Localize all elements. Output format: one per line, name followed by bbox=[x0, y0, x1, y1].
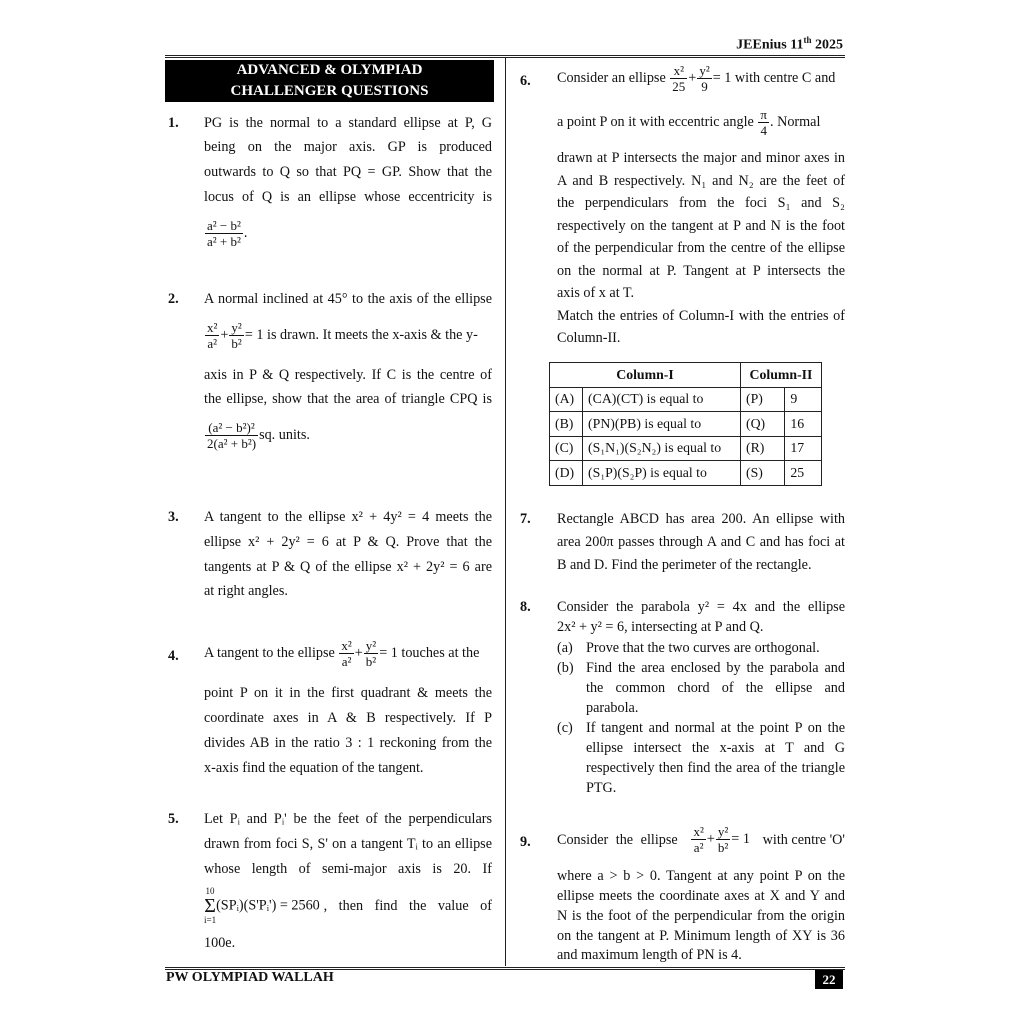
q2-ellipse-line bbox=[204, 320, 492, 351]
q1-eccentricity-formula bbox=[204, 218, 492, 249]
q3-line: ellipse x² + 2y² = 6 at P & Q. Prove that the bbox=[204, 534, 492, 550]
q8-line: 2x² + y² = 6, intersecting at P and Q. bbox=[557, 619, 764, 635]
q6-line: Match the entries of Column-I with the entries of bbox=[557, 308, 845, 324]
banner-line-1: ADVANCED & OLYMPIAD bbox=[236, 62, 423, 78]
q4-first-line bbox=[204, 638, 492, 669]
q8-part-line: Find the area enclosed by the parabola and bbox=[586, 660, 845, 676]
q9-after: with centre 'O' bbox=[762, 831, 845, 848]
equation-rhs: = 1 bbox=[731, 830, 750, 847]
q2-area-formula bbox=[204, 420, 492, 451]
q9-first-line bbox=[557, 824, 845, 855]
question-number: 8. bbox=[520, 599, 531, 615]
q3-line: A tangent to the ellipse x² + 4y² = 4 meets the bbox=[204, 509, 492, 525]
q4-line: point P on it in the first quadrant & meets the bbox=[204, 685, 492, 701]
q6-line: A and B respectively. N₁ and N₂ are the feet of bbox=[557, 173, 845, 189]
question-number: 1. bbox=[168, 115, 179, 131]
part-label: (a) bbox=[557, 640, 573, 656]
frac-numerator: y² bbox=[717, 824, 729, 839]
cell: (CA)(CT) is equal to bbox=[583, 387, 741, 412]
q1-line: locus of Q is an ellipse whose eccentricity is bbox=[204, 189, 492, 205]
question-number: 6. bbox=[520, 73, 531, 89]
frac-numerator: y² bbox=[231, 320, 242, 335]
column-header: Column-II bbox=[740, 363, 821, 388]
plus: + bbox=[220, 326, 229, 343]
frac-numerator: x² bbox=[207, 320, 218, 335]
q4-line: coordinate axes in A & B respectively. If P bbox=[204, 710, 492, 726]
frac-numerator: π bbox=[760, 107, 767, 122]
question-number: 9. bbox=[520, 834, 531, 850]
q8-part-line: ellipse intersect the x-axis at T and G bbox=[586, 740, 845, 756]
q6-line: drawn at P intersects the major and minor axes in bbox=[557, 150, 845, 166]
q6-line2-lead: a point P on it with eccentric angle bbox=[557, 113, 754, 130]
summation-icon: 10 Σ i=1 bbox=[204, 886, 217, 925]
q8-part-line: Prove that the two curves are orthogonal. bbox=[586, 640, 820, 656]
q6-first-line bbox=[557, 63, 845, 94]
section-banner bbox=[165, 60, 494, 102]
q5-line: 100e. bbox=[204, 935, 236, 951]
q6-line: of the perpendicular from the centre of the ellipse bbox=[557, 240, 845, 256]
frac-denominator: 2(a² + b²) bbox=[207, 436, 257, 451]
question-number: 2. bbox=[168, 291, 179, 307]
part-label: (b) bbox=[557, 660, 574, 676]
q8-part-line: respectively then find the area of the triangle bbox=[586, 760, 845, 776]
q7-line: Rectangle ABCD has area 200. An ellipse with bbox=[557, 511, 845, 527]
table-row bbox=[550, 461, 822, 486]
q9-line: N is the foot of the perpendicular from the origin bbox=[557, 908, 845, 924]
punct: . bbox=[243, 224, 248, 241]
q2-line: axis in P & Q respectively. If C is the centre of bbox=[204, 367, 492, 383]
frac-numerator: y² bbox=[365, 638, 377, 653]
frac-denominator: 9 bbox=[701, 79, 708, 94]
cell: (B) bbox=[550, 412, 583, 437]
running-header bbox=[736, 35, 843, 54]
frac-numerator: x² bbox=[693, 824, 704, 839]
frac-denominator: b² bbox=[231, 336, 242, 351]
cell: 25 bbox=[785, 461, 822, 486]
q6-line: on the normal at P. Tangent at P intersects the bbox=[557, 263, 845, 279]
frac-denominator: a² bbox=[207, 336, 218, 351]
question-number: 7. bbox=[520, 511, 531, 527]
page-number: 22 bbox=[815, 970, 843, 989]
q7-line: area 200π passes through A and C and has foci at bbox=[557, 534, 845, 550]
table-row bbox=[550, 387, 822, 412]
q5-sum-line bbox=[204, 886, 492, 926]
sum-body: (SPᵢ)(S'Pᵢ') = 2560 bbox=[216, 897, 320, 914]
header-title-sup: th bbox=[803, 35, 812, 45]
equation-rhs: = 1 bbox=[712, 69, 732, 86]
q9-line: where a > b > 0. Tangent at any point P on the bbox=[557, 868, 845, 884]
q6-after: with centre C and bbox=[734, 69, 836, 86]
q2-line: A normal inclined at 45° to the axis of the ellipse bbox=[204, 291, 492, 307]
q1-line: outwards to Q so that PQ = GP. Show that the bbox=[204, 164, 492, 180]
cell: (D) bbox=[550, 461, 583, 486]
plus: + bbox=[354, 644, 363, 661]
match-table bbox=[549, 362, 822, 486]
q8-part-line: If tangent and normal at the point P on the bbox=[586, 720, 845, 736]
cell: (Q) bbox=[740, 412, 784, 437]
q8-part-line: PTG. bbox=[586, 780, 617, 796]
q6-line: the perpendiculars from the foci S₁ and S₂ bbox=[557, 195, 845, 211]
q3-line: at right angles. bbox=[204, 583, 288, 599]
header-title: JEEnius 11 bbox=[736, 37, 804, 53]
question-number: 3. bbox=[168, 509, 179, 525]
q2-line: is drawn. It meets the x-axis & the y- bbox=[267, 326, 478, 343]
q6-line: axis of x at T. bbox=[557, 285, 635, 301]
cell: (C) bbox=[550, 436, 583, 461]
column-header: Column-I bbox=[550, 363, 741, 388]
q6-line2-after: . Normal bbox=[769, 113, 821, 130]
frac-numerator: (a² − b²)² bbox=[205, 420, 258, 436]
frac-denominator: b² bbox=[365, 654, 377, 669]
q8-line: Consider the parabola y² = 4x and the ellipse bbox=[557, 599, 845, 615]
column-divider bbox=[505, 58, 506, 966]
cell: (R) bbox=[740, 436, 784, 461]
q6-line: Column-II. bbox=[557, 330, 621, 346]
q8-part-line: the common chord of the ellipse and bbox=[586, 680, 845, 696]
frac-numerator: a² − b² bbox=[207, 218, 241, 233]
equation-rhs: = 1 bbox=[244, 326, 264, 343]
q9-line: on the tangent at P. Minimum length of XY is 36 bbox=[557, 928, 845, 944]
q3-line: tangents at P & Q of the ellipse x² + 2y² = 6 are bbox=[204, 559, 492, 575]
question-number: 5. bbox=[168, 811, 179, 827]
q5-line: Let Pᵢ and Pᵢ' be the feet of the perpendiculars bbox=[204, 811, 492, 827]
cell: 17 bbox=[785, 436, 822, 461]
cell: 16 bbox=[785, 412, 822, 437]
header-year: 2025 bbox=[815, 37, 843, 53]
footer-brand: PW OLYMPIAD WALLAH bbox=[166, 970, 334, 985]
equation-rhs: = 1 bbox=[379, 644, 398, 661]
frac-denominator: 25 bbox=[672, 79, 686, 94]
q9-lead: Consider the ellipse bbox=[557, 831, 678, 848]
frac-denominator: a² bbox=[341, 654, 352, 669]
q5-sum-after: , then find the value of bbox=[323, 898, 492, 914]
cell: (P) bbox=[740, 387, 784, 412]
frac-numerator: x² bbox=[341, 638, 352, 653]
cell: (A) bbox=[550, 387, 583, 412]
frac-denominator: a² bbox=[693, 840, 704, 855]
q6-line: respectively on the tangent at P and N is the foot bbox=[557, 218, 845, 234]
q5-line: whose length of semi-major axis is 20. If bbox=[204, 861, 492, 877]
q6-lead: Consider an ellipse bbox=[557, 69, 666, 86]
frac-denominator: b² bbox=[717, 840, 729, 855]
q4-after: touches at the bbox=[401, 644, 480, 661]
q7-line: B and D. Find the perimeter of the rectangle. bbox=[557, 557, 812, 573]
cell: (S₁N₁)(S₂N₂) is equal to bbox=[583, 436, 741, 461]
q4-line: divides AB in the ratio 3 : 1 reckoning from the bbox=[204, 735, 492, 751]
cell: 9 bbox=[785, 387, 822, 412]
frac-denominator: 4 bbox=[760, 123, 767, 138]
q2-line: the ellipse, show that the area of triangle CPQ is bbox=[204, 391, 492, 407]
part-label: (c) bbox=[557, 720, 573, 736]
question-number: 4. bbox=[168, 648, 179, 664]
frac-denominator: a² + b² bbox=[207, 234, 241, 249]
table-row bbox=[550, 412, 822, 437]
frac-numerator: y² bbox=[699, 63, 710, 78]
cell: (S₁P)(S₂P) is equal to bbox=[583, 461, 741, 486]
table-header-row bbox=[550, 363, 822, 388]
q6-second-line bbox=[557, 107, 845, 138]
plus: + bbox=[706, 830, 715, 847]
frac-numerator: x² bbox=[670, 63, 687, 79]
sum-upper: 10 bbox=[205, 886, 215, 896]
banner-line-2: CHALLENGER QUESTIONS bbox=[230, 83, 429, 99]
q5-line: drawn from foci S, S' on a tangent Tᵢ to an ellipse bbox=[204, 836, 492, 852]
plus: + bbox=[688, 69, 697, 86]
q8-part-line: parabola. bbox=[586, 700, 639, 716]
unit-text: sq. units. bbox=[259, 426, 310, 443]
cell: (PN)(PB) is equal to bbox=[583, 412, 741, 437]
table-row bbox=[550, 436, 822, 461]
q4-lead: A tangent to the ellipse bbox=[204, 644, 335, 661]
q4-line: x-axis find the equation of the tangent. bbox=[204, 760, 424, 776]
q9-line: and maximum length of PN is 4. bbox=[557, 947, 742, 963]
q1-line: being on the major axis. GP is produced bbox=[204, 139, 492, 155]
q1-line: PG is the normal to a standard ellipse at P, G bbox=[204, 115, 492, 131]
sum-lower: i=1 bbox=[204, 915, 217, 925]
cell: (S) bbox=[740, 461, 784, 486]
q9-line: ellipse meets the coordinate axes at X and Y and bbox=[557, 888, 845, 904]
